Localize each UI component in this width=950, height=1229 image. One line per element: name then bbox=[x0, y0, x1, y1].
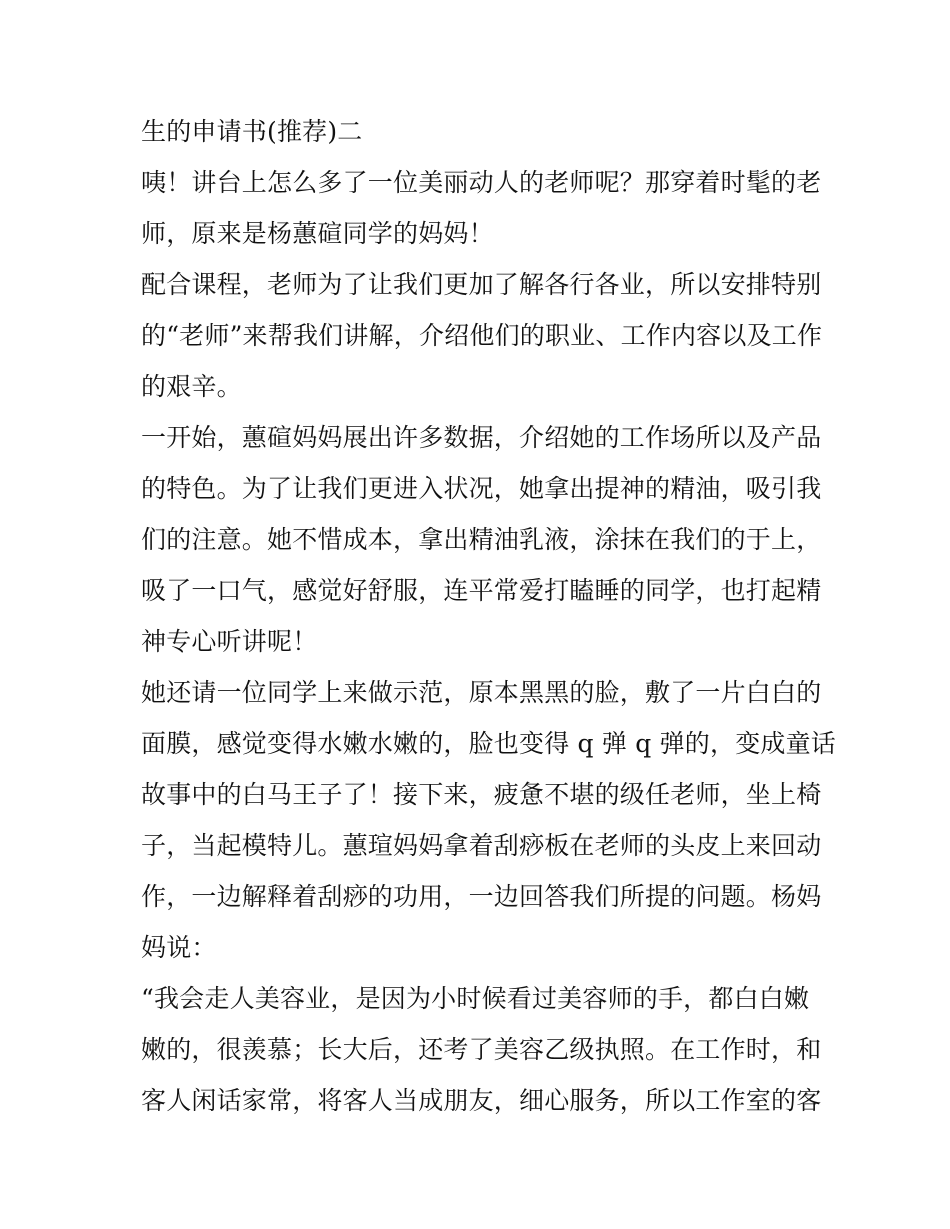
text-line: 的“老师”来帮我们讲解，介绍他们的职业、工作内容以及工作 bbox=[141, 321, 823, 350]
document-heading: 生的申请书(推荐)二 bbox=[141, 117, 363, 146]
text-line: 吸了一口气，感觉好舒服，连平常爱打瞌睡的同学，也打起精 bbox=[141, 576, 822, 605]
text-line: 的特色。为了让我们更进入状况，她拿出提神的精油，吸引我 bbox=[141, 474, 822, 503]
text-line: 客人闲话家常，将客人当成朋友，细心服务，所以工作室的客 bbox=[141, 1086, 822, 1115]
text-line: 子，当起模特儿。蕙瑄妈妈拿着刮痧板在老师的头皮上来回动 bbox=[141, 831, 822, 860]
text-line: “我会走人美容业，是因为小时候看过美容师的手，都白白嫩 bbox=[141, 984, 810, 1013]
text-line: 咦！讲台上怎么多了一位美丽动人的老师呢？那穿着时髦的老 bbox=[141, 168, 822, 197]
text-line: 她还请一位同学上来做示范，原本黑黑的脸，敷了一片白白的 bbox=[141, 678, 822, 707]
text-line: 一开始，蕙碹妈妈展出许多数据，介绍她的工作场所以及产品 bbox=[141, 423, 822, 452]
text-line: 的艰辛。 bbox=[141, 372, 242, 401]
text-line: 师，原来是杨蕙碹同学的妈妈！ bbox=[141, 219, 494, 248]
text-line: 面膜，感觉变得水嫩水嫩的，脸也变得 q 弹 q 弹的，变成童话 bbox=[141, 729, 836, 758]
text-line: 故事中的白马王子了！接下来，疲惫不堪的级任老师，坐上椅 bbox=[141, 780, 822, 809]
text-line: 妈说： bbox=[141, 933, 217, 962]
text-line: 们的注意。她不惜成本，拿出精油乳液，涂抹在我们的于上， bbox=[141, 525, 822, 554]
text-line: 嫩的，很羡慕；长大后，还考了美容乙级执照。在工作时，和 bbox=[141, 1035, 822, 1064]
text-line: 配合课程，老师为了让我们更加了解各行各业，所以安排特别 bbox=[141, 270, 822, 299]
text-line: 作，一边解释着刮痧的功用，一边回答我们所提的问题。杨妈 bbox=[141, 882, 822, 911]
text-line: 神专心听讲呢！ bbox=[141, 627, 318, 656]
